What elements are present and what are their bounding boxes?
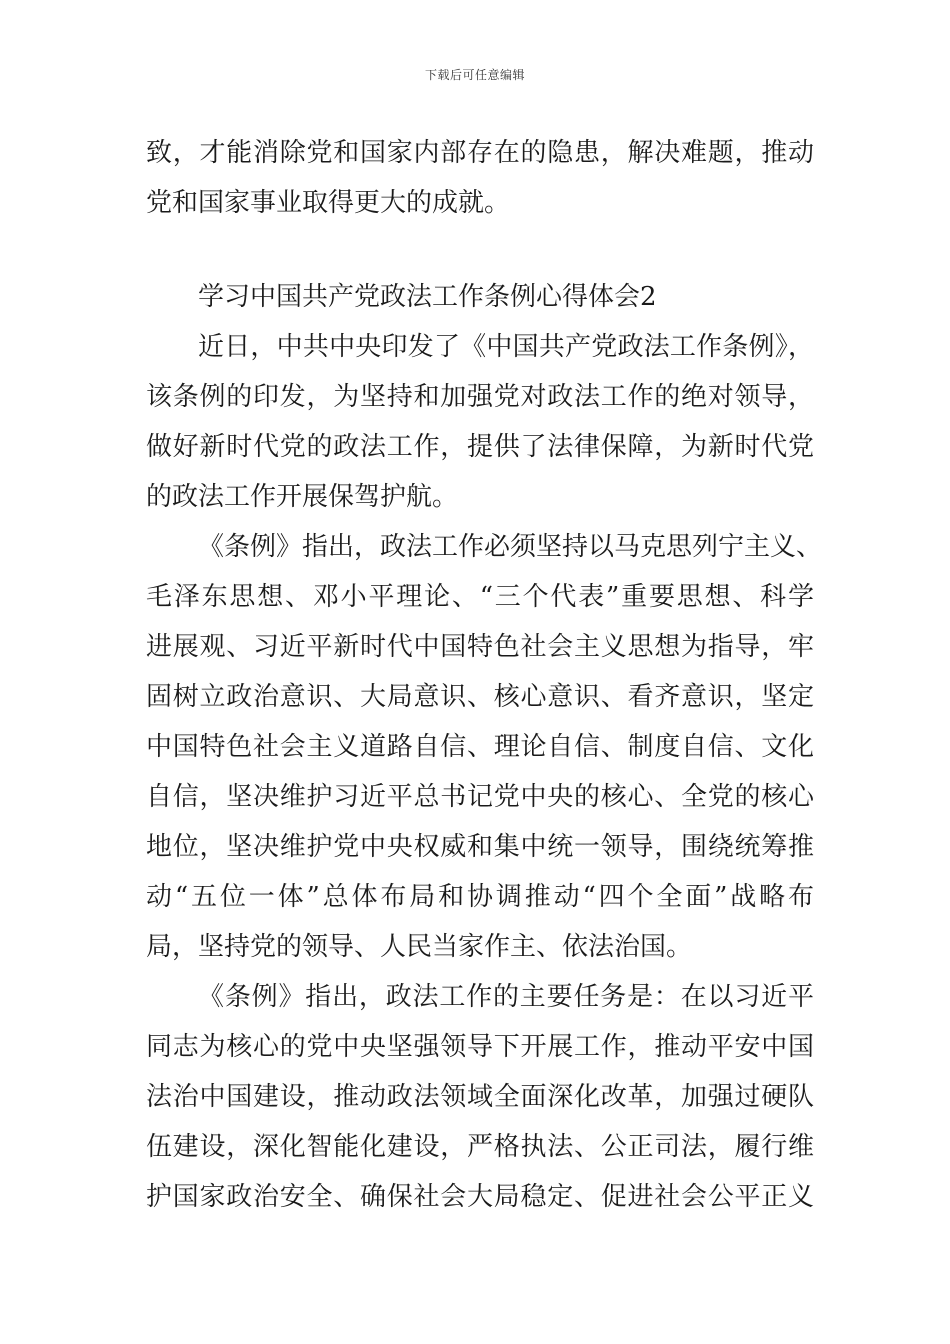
text-line: 《条例》指出，政法工作的主要任务是：在以习近平 [198, 982, 814, 1012]
text-line: 固树立政治意识、大局意识、核心意识、看齐意识，坚定 [146, 682, 814, 712]
text-line: 致，才能消除党和国家内部存在的隐患，解决难题，推动 [146, 138, 814, 168]
text-line: 自信，坚决维护习近平总书记党中央的核心、全党的核心 [146, 782, 814, 812]
text-line: 伍建设，深化智能化建设，严格执法、公正司法，履行维 [146, 1132, 814, 1162]
paragraph-3 [146, 972, 814, 1222]
text-line: 近日，中共中央印发了《中国共产党政法工作条例》， [198, 332, 814, 362]
text-line: 护国家政治安全、确保社会大局稳定、促进社会公平正义 [146, 1182, 814, 1212]
text-line: 进展观、习近平新时代中国特色社会主义思想为指导，牢 [146, 632, 814, 662]
text-line: 地位，坚决维护党中央权威和集中统一领导，围绕统筹推 [146, 832, 814, 862]
paragraph-1 [146, 322, 814, 522]
text-line: 同志为核心的党中央坚强领导下开展工作，推动平安中国 [146, 1032, 814, 1062]
section-title: 学习中国共产党政法工作条例心得体会2 [198, 282, 657, 312]
text-line: 毛泽东思想、邓小平理论、“三个代表”重要思想、科学 [146, 582, 814, 612]
text-line: 做好新时代党的政法工作，提供了法律保障，为新时代党 [146, 432, 814, 462]
document-body [146, 128, 823, 1222]
text-line: 《条例》指出，政法工作必须坚持以马克思列宁主义、 [198, 532, 823, 562]
section-gap [146, 228, 814, 272]
text-line: 的政法工作开展保驾护航。 [146, 482, 459, 512]
text-line: 法治中国建设，推动政法领域全面深化改革，加强过硬队 [146, 1082, 814, 1112]
paragraph-2 [146, 522, 823, 972]
text-line: 局，坚持党的领导、人民当家作主、依法治国。 [146, 932, 693, 962]
continuation-paragraph [146, 128, 814, 228]
text-line: 中国特色社会主义道路自信、理论自信、制度自信、文化 [146, 732, 814, 762]
text-line: 该条例的印发，为坚持和加强党对政法工作的绝对领导， [146, 382, 814, 412]
text-line: 党和国家事业取得更大的成就。 [146, 188, 511, 218]
page-header: 下载后可任意编辑 [424, 68, 525, 82]
text-line: 动“五位一体”总体布局和协调推动“四个全面”战略布 [146, 882, 814, 912]
